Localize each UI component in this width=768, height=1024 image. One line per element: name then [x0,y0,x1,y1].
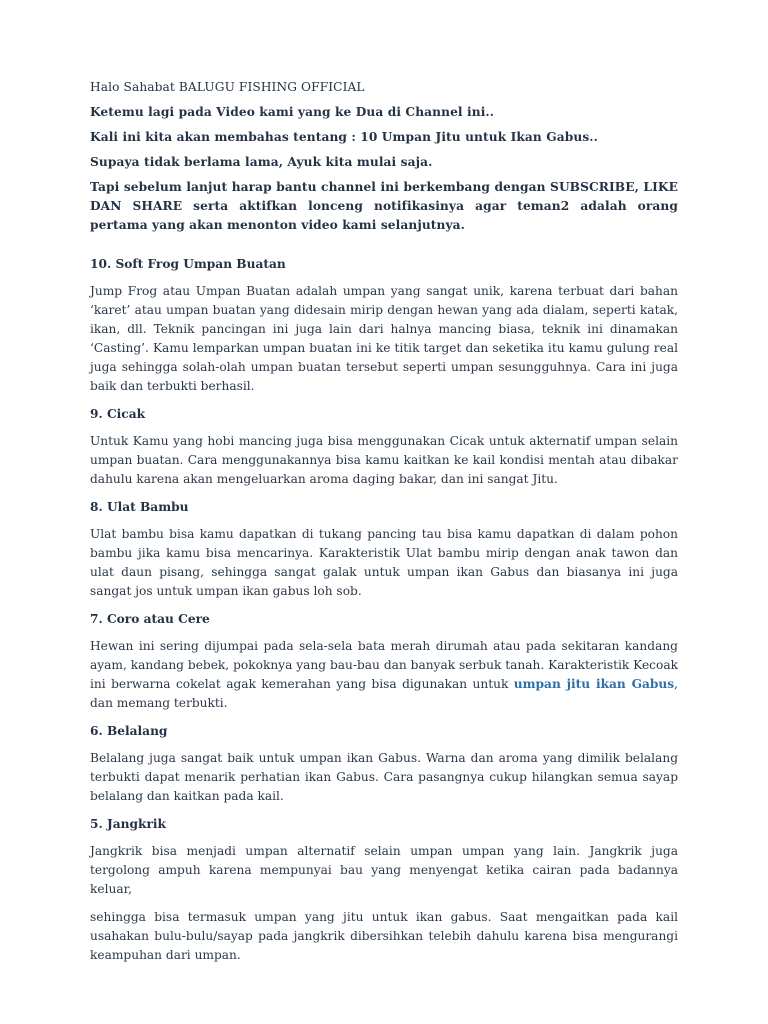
section-body-text: Hewan ini sering dijumpai pada sela-sela bata merah dirumah atau pada sekitaran kandang ayam, kandang bebek, pokoknya yang bau-bau dan banyak serbuk tanah. Karakteristik Kecoak ini berwarna cokelat agak kemerahan yang bisa digunakan untuk [90,639,678,691]
section-6 [90,722,678,806]
section-heading: 8. Ulat Bambu [90,500,189,514]
section-heading: 6. Belalang [90,724,168,738]
umpan-jitu-link[interactable]: umpan jitu ikan Gabus [513,677,675,691]
section-body: Untuk Kamu yang hobi mancing juga bisa menggunakan Cicak untuk akternatif umpan selain umpan buatan. Cara menggunakannya bisa kamu kaitkan ke kail kondisi mentah atau dibakar dahulu karena akan mengeluarkan aroma daging bakar, dan ini sangat Jitu. [90,434,678,486]
section-body: Jangkrik bisa menjadi umpan alternatif selain umpan umpan yang lain. Jangkrik juga tergolong ampuh karena mempunyai bau yang menyengat ketika cairan pada badannya keluar, [90,844,678,896]
section-7 [90,610,678,713]
document-content [90,78,678,974]
intro-line-2: Ketemu lagi pada Video kami yang ke Dua di Channel ini.. [90,105,495,119]
greeting-line: Halo Sahabat BALUGU FISHING OFFICIAL [90,80,365,94]
section-body: Jump Frog atau Umpan Buatan adalah umpan yang sangat unik, karena terbuat dari bahan ‘karet’ atau umpan buatan yang didesain mirip dengan hewan yang ada dialam, seperti katak, ikan, dll. Teknik pancingan ini juga lain dari halnya mancing biasa, teknik ini dinamakan ‘Casting’. Kamu lemparkan umpan buatan ini ke titik target dan seketika itu kamu gulung real juga sehingga solah-olah umpan buatan tersebut seperti umpan sesungguhnya. Cara ini juga baik dan terbukti berhasil. [90,284,678,393]
section-heading: 10. Soft Frog Umpan Buatan [90,257,286,271]
section-body: Belalang juga sangat baik untuk umpan ikan Gabus. Warna dan aroma yang dimilik belalang terbukti dapat menarik perhatian ikan Gabus. Cara pasangnya cukup hilangkan semua sayap belalang dan kaitkan pada kail. [90,751,678,803]
section-10 [90,255,678,396]
intro-line-5: Tapi sebelum lanjut harap bantu channel ini berkembang dengan SUBSCRIBE, LIKE DAN SHARE serta aktifkan lonceng notifikasinya agar teman2 adalah orang pertama yang akan menonton video kami selanjutnya. [90,180,678,232]
section-8 [90,498,678,601]
section-heading: 9. Cicak [90,407,146,421]
section-body [90,637,678,713]
section-body-continued: sehingga bisa termasuk umpan yang jitu untuk ikan gabus. Saat mengaitkan pada kail usahakan bulu-bulu/sayap pada jangkrik dibersihkan telebih dahulu karena bisa mengurangi keampuhan dari umpan. [90,910,678,962]
section-heading: 5. Jangkrik [90,817,166,831]
intro-line-3: Kali ini kita akan membahas tentang : 10 Umpan Jitu untuk Ikan Gabus.. [90,130,598,144]
intro-line-4: Supaya tidak berlama lama, Ayuk kita mulai saja. [90,155,433,169]
section-9 [90,405,678,489]
section-body-text-end: , dan memang terbukti. [90,677,678,710]
section-body: Ulat bambu bisa kamu dapatkan di tukang pancing tau bisa kamu dapatkan di dalam pohon bambu jika kamu bisa mencarinya. Karakteristik Ulat bambu mirip dengan anak tawon dan ulat daun pisang, sehingga sangat galak untuk umpan ikan Gabus dan biasanya ini juga sangat jos untuk umpan ikan gabus loh sob. [90,527,678,598]
section-5 [90,815,678,965]
section-heading: 7. Coro atau Cere [90,612,210,626]
